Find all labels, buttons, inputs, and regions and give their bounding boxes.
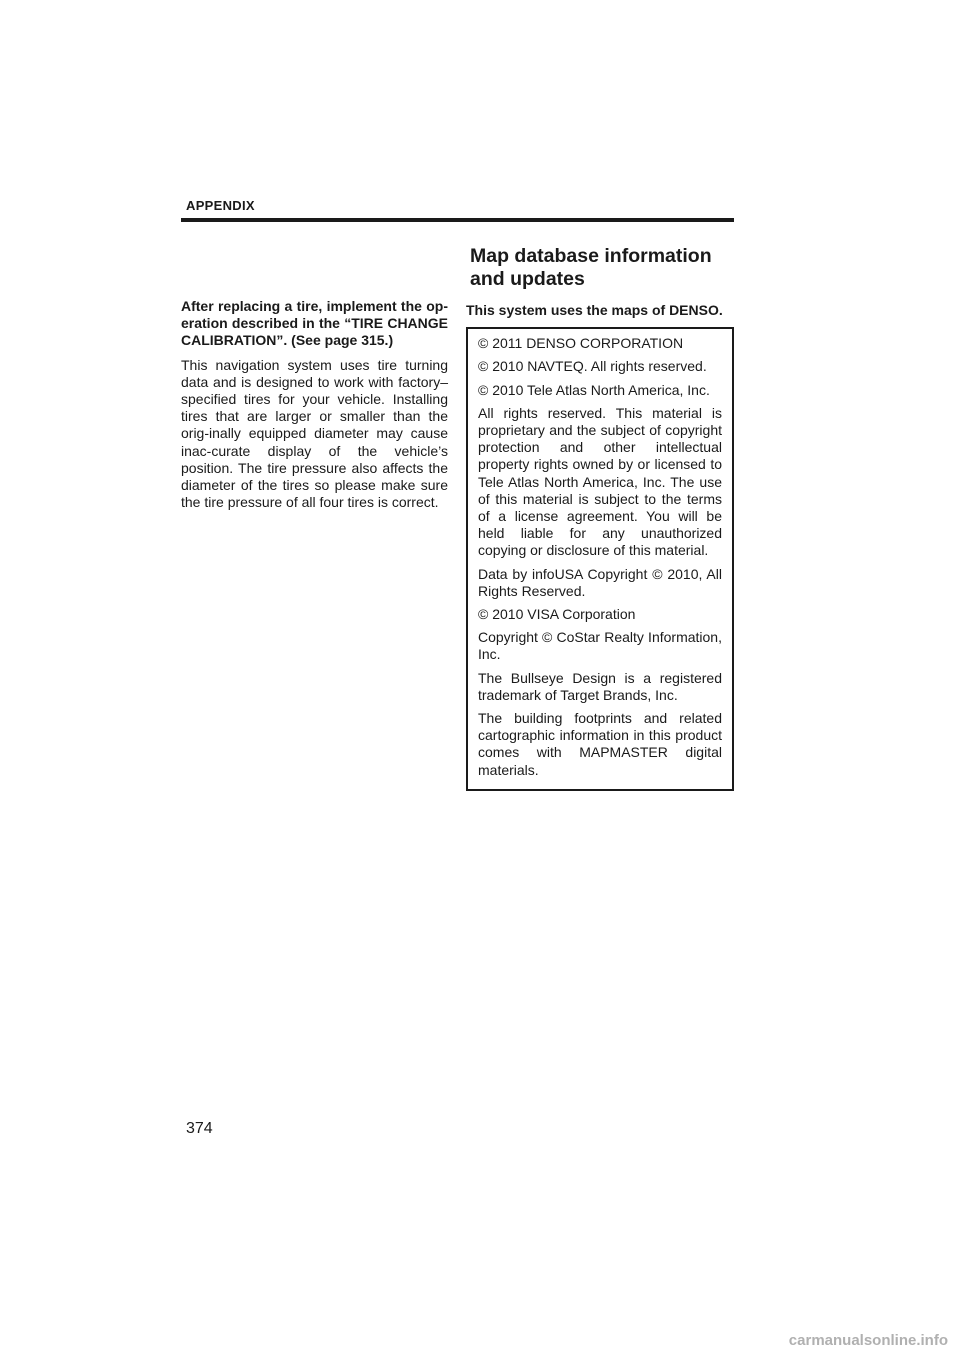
mapmaster-note: The building footprints and related cartographic information in this product comes with MAPMASTER digital materials. bbox=[478, 710, 722, 778]
copyright-denso: © 2011 DENSO CORPORATION bbox=[478, 335, 684, 352]
right-column bbox=[466, 302, 734, 791]
page-number: 374 bbox=[186, 1120, 213, 1137]
copyright-infousa: Data by infoUSA Copyright © 2010, All Rights Reserved. bbox=[478, 565, 722, 599]
copyright-visa: © 2010 VISA Corporation bbox=[478, 606, 636, 623]
copyright-navteq: © 2010 NAVTEQ. All rights reserved. bbox=[478, 358, 707, 375]
copyright-tele-atlas: © 2010 Tele Atlas North America, Inc. bbox=[478, 381, 710, 398]
section-label: APPENDIX bbox=[186, 198, 255, 213]
copyright-box bbox=[466, 327, 734, 791]
section-title: Map database information and updates bbox=[470, 245, 712, 290]
watermark: carmanualsonline.info bbox=[788, 1332, 948, 1349]
tele-atlas-rights-text: All rights reserved. This material is proprietary and the subject of copyright protection and other intellectual property rights owned by or licensed to Tele Atlas North America, Inc. The use of this material is subject to the terms of a license agreement. You will be held liable for any unauthorized copying or disclosure of this material. bbox=[478, 404, 722, 559]
tire-info-paragraph: This navigation system uses tire turning data and is designed to work with factory–specified tires for your vehicle. Installing tires that are larger or smaller than the orig-inally equipped diameter may cause inac-curate display of the vehicle’s position. The tire pressure also affects the diameter of the tires so please make sure the tire pressure of all four tires is correct. bbox=[181, 356, 448, 511]
copyright-costar: Copyright © CoStar Realty Information, Inc. bbox=[478, 629, 722, 663]
header-rule bbox=[181, 218, 734, 222]
bullseye-trademark: The Bullseye Design is a registered trademark of Target Brands, Inc. bbox=[478, 669, 722, 703]
calibration-note: After replacing a tire, implement the op-eration described in the “TIRE CHANGE CALIBRATION”. (See page 315.) bbox=[181, 298, 448, 349]
left-column bbox=[181, 298, 448, 518]
maps-intro: This system uses the maps of DENSO. bbox=[466, 302, 723, 318]
